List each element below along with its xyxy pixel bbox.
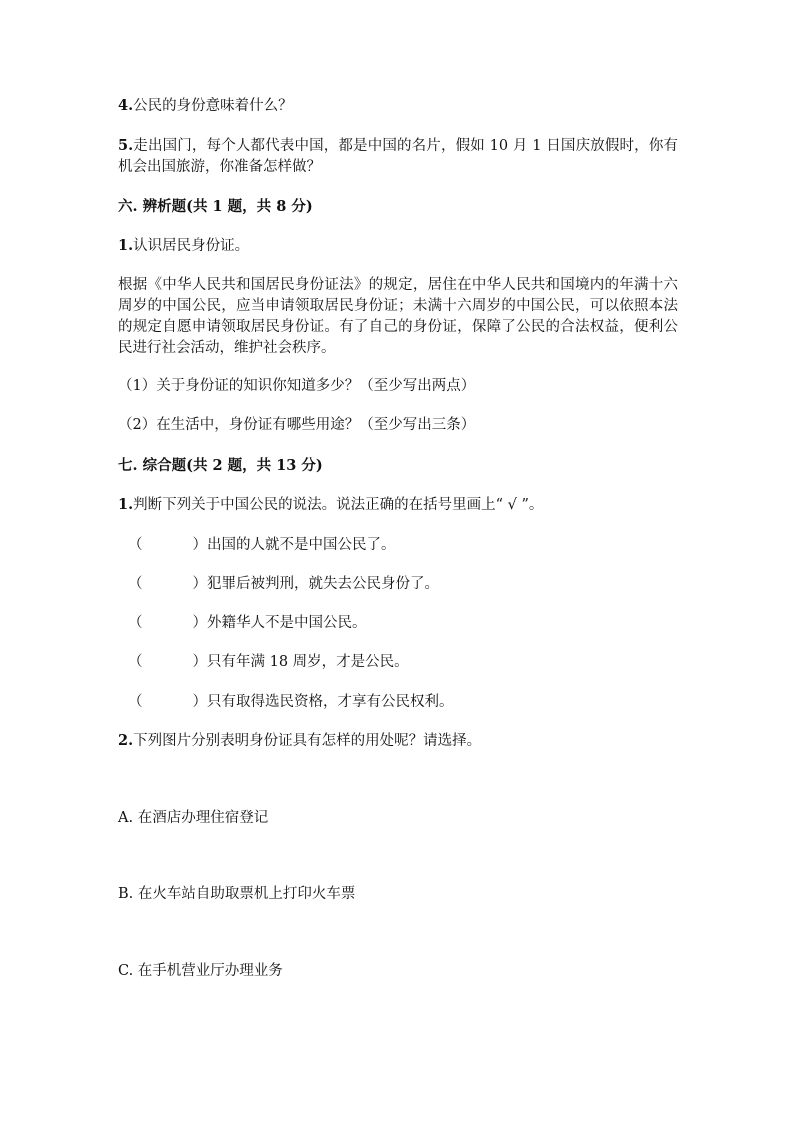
close-paren: ） (192, 537, 207, 553)
option-a: A. 在酒店办理住宿登记 (118, 810, 269, 826)
judgment-item (128, 574, 439, 594)
question-number: 1. (118, 237, 134, 254)
judgment-item (128, 652, 409, 672)
judgment-text: 只有取得选民资格，才享有公民权利。 (207, 694, 454, 710)
question-text: 走出国门，每个人都代表中国，都是中国的名片，假如 10 月 1 日国庆放假时，你有机会出国旅游，你准备怎样做？ (118, 138, 678, 175)
sub-question-2: （2）在生活中，身份证有哪些用途？（至少写出三条） (118, 417, 476, 433)
close-paren: ） (192, 615, 207, 631)
open-paren: （ (128, 537, 143, 553)
question-number: 5. (118, 137, 134, 154)
question-text: 下列图片分别表明身份证具有怎样的用处呢？请选择。 (133, 733, 482, 749)
open-paren: （ (128, 576, 143, 592)
question-text: 公民的身份意味着什么？ (133, 98, 293, 114)
question-number: 2. (118, 732, 134, 749)
open-paren: （ (128, 694, 143, 710)
close-paren: ） (192, 654, 207, 670)
judgment-text: 犯罪后被判刑，就失去公民身份了。 (207, 576, 439, 592)
question-text: 判断下列关于中国公民的说法。说法正确的在括号里画上“ √ ”。 (133, 497, 544, 513)
question-number: 1. (118, 496, 134, 513)
section-7-question-1 (118, 495, 543, 515)
judgment-text: 只有年满 18 周岁，才是公民。 (207, 654, 409, 670)
judgment-item (128, 535, 396, 555)
section-6-question-1 (118, 236, 249, 256)
section-7-heading: 七. 综合题(共 2 题，共 13 分) (118, 457, 323, 474)
option-c: C. 在手机营业厅办理业务 (118, 963, 283, 979)
option-b: B. 在火车站自助取票机上打印火车票 (118, 886, 356, 902)
id-card-passage: 根据《中华人民共和国居民身份证法》的规定，居住在中华人民共和国境内的年满十六周岁的中国公民，应当申请领取居民身份证；未满十六周岁的中国公民，可以依照本法的规定自愿申请领取居民身份证。有了自己的身份证，保障了公民的合法权益，便利公民进行社会活动，维护社会秩序。 (118, 277, 678, 356)
close-paren: ） (192, 576, 207, 592)
judgment-text: 外籍华人不是中国公民。 (207, 615, 367, 631)
sub-question-1: （1）关于身份证的知识你知道多少？（至少写出两点） (118, 378, 476, 394)
question-5 (118, 135, 678, 178)
open-paren: （ (128, 615, 143, 631)
question-text: 认识居民身份证。 (133, 238, 250, 254)
open-paren: （ (128, 654, 143, 670)
close-paren: ） (192, 694, 207, 710)
judgment-item (128, 692, 454, 712)
question-4 (118, 96, 293, 116)
judgment-item (128, 613, 367, 633)
section-7-question-2 (118, 731, 481, 751)
section-6-heading: 六. 辨析题(共 1 题，共 8 分) (118, 198, 313, 215)
judgment-text: 出国的人就不是中国公民了。 (207, 537, 396, 553)
question-number: 4. (118, 97, 134, 114)
